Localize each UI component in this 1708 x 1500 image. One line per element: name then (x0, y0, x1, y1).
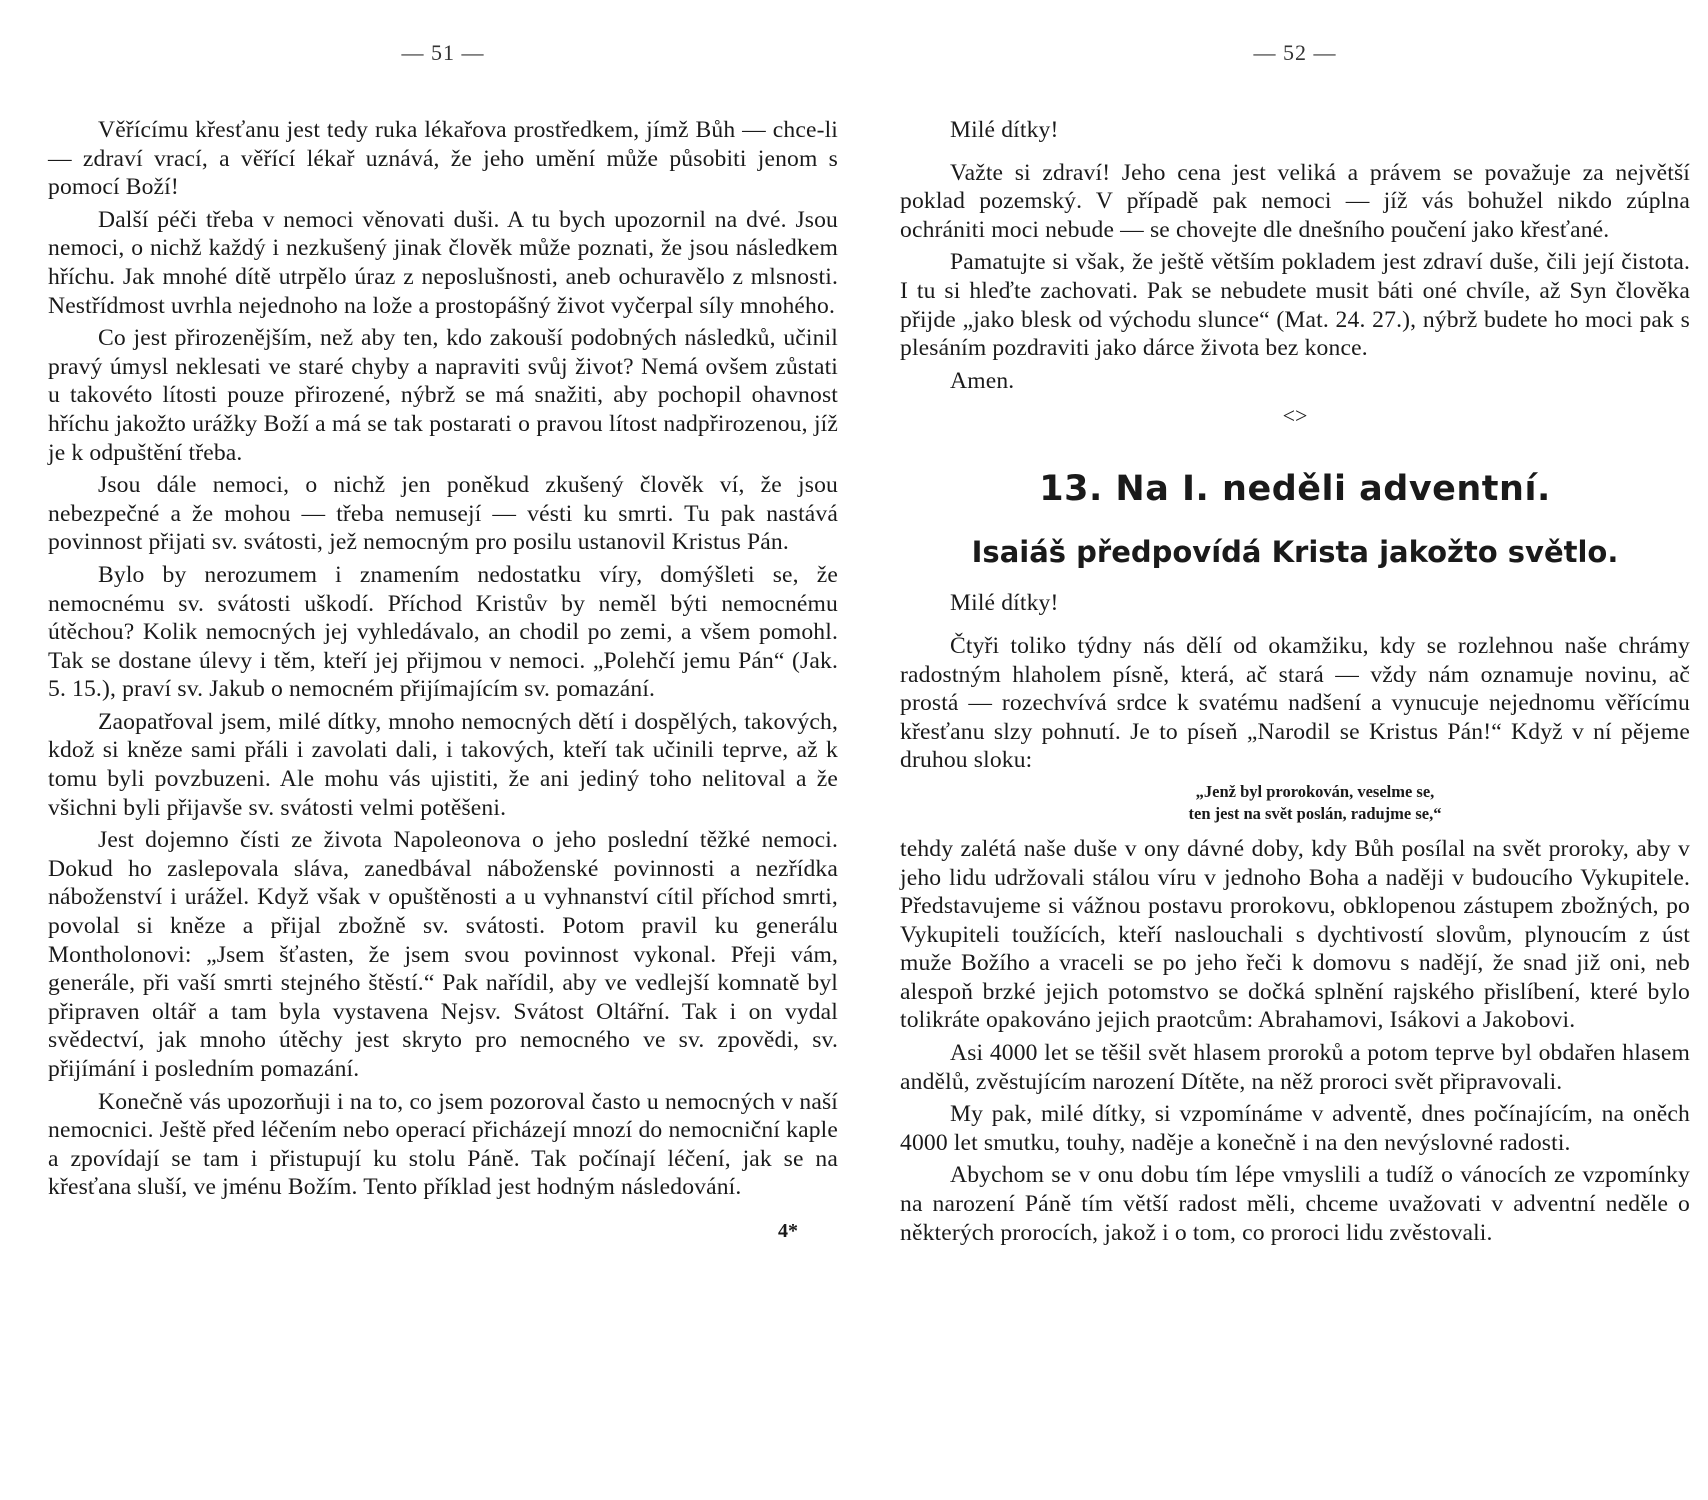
hymn-verse (900, 781, 1690, 825)
paragraph: Čtyři toliko týdny nás dělí od okamžiku, kdy se rozlehnou naše chrámy radostným hlaholem písně, která, ač stará — vždy nám oznamuje novinu, ač prostá — rozechvívá srdce k svatému nadšení a vynucuje nejednomu věřícímu křesťanu slzy pohnutí. Je to píseň „Narodil se Kristus Pán!“ Když v ní pějeme druhou sloku: (900, 632, 1690, 774)
paragraph: Pamatujte si však, že ještě větším pokladem jest zdraví duše, čili její čistota. I tu si hleďte zachovati. Pak se nebudete musit báti oné chvíle, až Syn člověka přijde „jako blesk od východu slunce“ (Mat. 24. 27.), nýbrž budete ho moci pak s plesáním pozdraviti jako dárce života bez konce. (900, 249, 1690, 362)
paragraph: Jest dojemno čísti ze života Napoleonova o jeho poslední těžké nemoci. Dokud ho zaslepovala sláva, zanedbával náboženské povinnosti a nezřídka náboženství i urážel. Když však v opuštěnosti a u vyhnanství cítil příchod smrti, povolal si kněze a přijal zbožně sv. svátosti. Potom pravil ku generálu Montholonovi: „Jsem šťasten, že jsem svou povinnost vykonal. Přeji vám, generále, při vaší smrti stejného štěstí.“ Pak nařídil, aby ve vedlejší komnatě byl připraven oltář a tam byla vystavena Nejsv. Svátost Oltářní. Tak i on vydal svědectví, jak mnoho útěchy jest skryto pro nemocného ve sv. zpovědi, sv. přijímání i posledním pomazání. (48, 827, 838, 1082)
chapter-title: 13. Na I. neděli adventní. (1039, 469, 1551, 510)
verse-line: ten jest na svět poslán, radujme se,“ (1188, 803, 1442, 823)
paragraph: tehdy zalétá naše duše v ony dávné doby, kdy Bůh posílal na svět proroky, aby v jeho lidu udržovali stálou víru v jednoho Boha a naději v budoucího Vykupitele. Představujeme si vážnou postavu prorokovu, obklopenou zástupem zbožných, po Vykupiteli toužících, kteří naslouchali s dychtivostí slovům, plynoucím z úst muže Božího a vraceli se po jeho řeči k domovu s nadějí, že snad již oni, neb alespoň brzké jejich potomstvo se dočká splnění rajského přislíbení, které bylo tolikráte opakováno jejich praotcům: Abrahamovi, Isákovi a Jakobovi. (900, 835, 1690, 1034)
verse-line: „Jenž byl prorokován, veselme se, (1195, 781, 1435, 801)
paragraph: My pak, milé dítky, si vzpomínáme v adventě, dnes počínajícím, na oněch 4000 let smutku, touhy, naděje a konečně i na den nevýslovné radosti. (900, 1101, 1690, 1156)
paragraph: Další péči třeba v nemoci věnovati duši. A tu bych upozornil na dvé. Jsou nemoci, o nichž každý i nezkušený jinak člověk může poznati, že jsou následkem hříchu. Jak mnohé dítě utrpělo úraz z neposlušnosti, aneb ochuravělo z mlsnosti. Nestřídmost uvrhla nejednoho na lože a prostopášný život vyčerpal síly mnohého. (48, 206, 838, 319)
paragraph: Co jest přirozenějším, než aby ten, kdo zakouší podobných následků, učinil pravý úmysl neklesati ve staré chyby a napraviti svůj život? Nemá ovšem zůstati u takovéto lítosti pouze přirozené, nýbrž se má snažiti, aby pochopil ohavnost hříchu jakožto urážky Boží a má se tak postarati o pravou lítost nadpřirozenou, jíž je k odpuštění třeba. (48, 325, 838, 466)
paragraph: Bylo by nerozumem i znamením nedostatku víry, domýšleti se, že nemocnému sv. svátosti uškodí. Příchod Kristův by neměl býti nemocnému útěchou? Kolik nemocných jej vyhledávalo, an chodil po zemi, a všem pomohl. Tak se dostane úlevy i těm, kteří jej přijmou v nemoci. „Polehčí jemu Pán“ (Jak. 5. 15.), praví sv. Jakub o nemocném přijímajícím sv. pomazání. (48, 561, 838, 703)
paragraph: Asi 4000 let se těšil svět hlasem proroků a potom teprve byl obdařen hlasem andělů, zvěstujícím narození Dítěte, na něž proroci svět připravovali. (900, 1040, 1690, 1095)
paragraph: Abychom se v onu dobu tím lépe vmyslili a tudíž o vánocích ze vzpomínky na narození Páně tím větší radost měli, chceme uvažovati v adventní neděle o některých prorocích, jakož i o tom, co proroci lidu zvěstovali. (900, 1162, 1690, 1246)
paragraph: Zaopatřoval jsem, milé dítky, mnoho nemocných dětí i dospělých, takových, kdož si kněze sami přáli i zavolati dali, i takových, kteří tak učinili teprve, až k tomu byli povzbuzeni. Ale mohu vás ujistiti, že ani jediný toho nelitoval a že všichni byli přijavše sv. svátosti velmi potěšeni. (48, 708, 838, 821)
amen: Amen. (950, 367, 1015, 394)
page-number-right: — 52 — (1253, 40, 1337, 65)
ornament-divider: <> (1282, 403, 1308, 429)
greeting: Milé dítky! (950, 590, 1059, 617)
page-number-left: — 51 — (401, 40, 485, 65)
right-page (900, 40, 1690, 1480)
paragraph: Jsou dále nemoci, o nichž jen poněkud zkušený člověk ví, že jsou nebezpečné a že mohou — třeba nemusejí — vésti ku smrti. Tu pak nastává povinnost přijati sv. svátosti, jež nemocným pro posilu ustanovil Kristus Pán. (48, 472, 838, 556)
paragraph: Važte si zdraví! Jeho cena jest veliká a právem se považuje za největší poklad pozemský. V případě pak nemoci — jíž vás bohužel nikdo zúplna ochrániti moci nebude — se chovejte dle dnešního poučení jako křesťané. (900, 159, 1690, 243)
left-page (48, 40, 838, 1480)
chapter-subtitle: Isaiáš předpovídá Krista jakožto světlo. (971, 535, 1619, 570)
paragraph: Konečně vás upozorňuji i na to, co jsem pozoroval často u nemocných v naší nemocnici. Ještě před léčením nebo operací přicházejí mnozí do nemocniční kaple a zpovídají se tam i přistupují ku stolu Páně. Tak počínají léčení, jak se na křesťana sluší, ve jménu Božím. Tento příklad jest hodným následování. (48, 1088, 838, 1201)
greeting: Milé dítky! (950, 117, 1059, 143)
signature-mark: 4* (778, 1219, 798, 1242)
paragraph: Věřícímu křesťanu jest tedy ruka lékařova prostředkem, jímž Bůh — chce-li — zdraví vrací, a věřící lékař uznává, že jeho umění může působiti jenom s pomocí Boží! (48, 117, 838, 201)
